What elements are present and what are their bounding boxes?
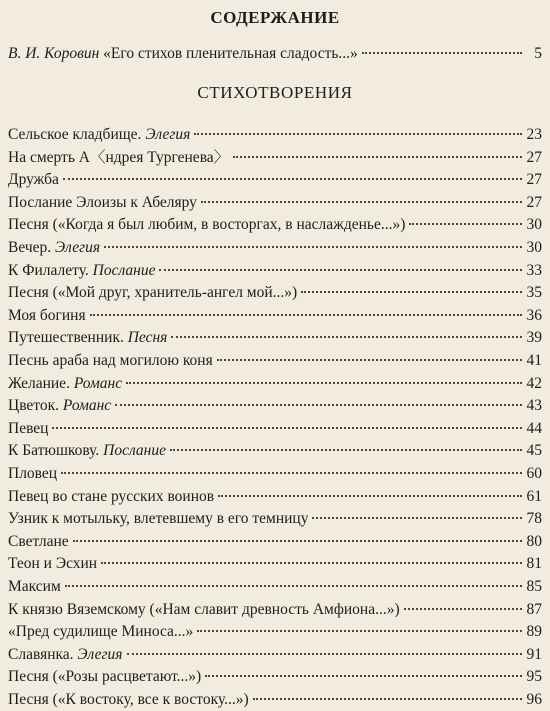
toc-entry (8, 463, 542, 485)
toc-entry (8, 237, 542, 259)
entry-page-number: 41 (526, 352, 542, 369)
dot-leader (159, 269, 522, 271)
entry-page-number: 87 (526, 600, 542, 618)
entry-text (8, 463, 57, 485)
toc-entry (8, 350, 542, 372)
entry-page-number: 35 (526, 284, 542, 302)
entry-title: Вечер. (8, 239, 52, 256)
entry-title: Желание. (8, 374, 70, 392)
entry-title: Путешественник. (8, 329, 124, 347)
entry-title: Певец (8, 419, 49, 437)
entry-text (8, 282, 297, 304)
dot-leader (126, 382, 522, 384)
entry-genre: Элегия (55, 239, 101, 256)
intro-page-number: 5 (534, 45, 542, 62)
entry-text (8, 327, 167, 349)
toc-entry (8, 395, 542, 417)
contents-heading: СОДЕРЖАНИЕ (210, 8, 340, 27)
entry-genre: Послание (92, 261, 156, 279)
intro-entry-text (8, 43, 358, 65)
entry-genre: Романс (62, 397, 112, 415)
entry-text (8, 260, 155, 282)
entry-genre: Послание (103, 442, 166, 460)
dot-leader (362, 52, 522, 54)
dot-leader (127, 653, 523, 655)
entry-page-number: 42 (526, 374, 542, 392)
entry-title: Светлане (8, 532, 69, 550)
entry-page-number: 30 (526, 239, 542, 256)
dot-leader (73, 540, 522, 542)
toc-entry (8, 599, 542, 621)
entry-page-number: 27 (526, 193, 542, 211)
entry-title: К князю Вяземскому («Нам славит древность Амфиона...») (8, 600, 400, 618)
entry-title: Теон и Эсхин (8, 555, 98, 573)
dot-leader (104, 246, 522, 248)
entry-title: К Батюшкову. (8, 442, 100, 460)
entry-title: Моя богиня (8, 306, 86, 324)
entry-text (8, 644, 123, 666)
dot-leader (65, 585, 522, 587)
entry-page-number: 39 (526, 329, 542, 347)
entry-page-number: 23 (526, 126, 542, 143)
entry-text (8, 486, 214, 508)
dot-leader (197, 630, 522, 632)
toc-entry (8, 689, 542, 711)
dot-leader (312, 517, 522, 519)
entry-text (8, 531, 69, 553)
entry-page-number: 36 (526, 306, 542, 324)
toc-entry (8, 373, 542, 395)
entry-text (8, 576, 61, 598)
toc-entry (8, 305, 542, 327)
entry-page-number: 43 (526, 397, 542, 415)
dot-leader (409, 223, 522, 225)
entry-page-number: 27 (526, 148, 542, 166)
entry-text (8, 553, 97, 575)
toc-entry (8, 576, 542, 598)
dot-leader (233, 156, 522, 158)
dot-leader (61, 472, 522, 474)
toc-entry (8, 644, 542, 666)
entry-text (8, 214, 405, 236)
entry-genre: Элегия (77, 645, 123, 663)
entry-page-number: 95 (526, 668, 542, 686)
entry-title: Пловец (8, 465, 58, 482)
entry-title: Песня («К востоку, все к востоку...») (8, 691, 249, 708)
entry-page-number: 30 (526, 216, 542, 234)
entry-page-number: 44 (526, 419, 542, 437)
entry-page-number: 61 (526, 487, 542, 505)
toc-entry (8, 621, 542, 643)
entry-page-number: 85 (526, 578, 542, 595)
dot-leader (115, 404, 522, 406)
dot-leader (301, 291, 522, 293)
toc-entry (8, 192, 542, 214)
entry-page-number: 78 (526, 510, 542, 528)
dot-leader (205, 675, 522, 677)
entry-title: Послание Элоизы к Абеляру (8, 193, 197, 211)
entry-text (8, 192, 197, 214)
dot-leader (194, 133, 522, 135)
entry-text (8, 124, 190, 146)
entry-page-number: 91 (526, 645, 542, 663)
entry-text (8, 237, 100, 259)
toc-entry (8, 666, 542, 688)
entry-text (8, 621, 193, 643)
entry-text (8, 666, 201, 688)
entry-text (8, 373, 122, 395)
entry-title: Славянка. (8, 645, 74, 663)
entry-title: Сельское кладбище. (8, 126, 142, 143)
entry-title: Песня («Мой друг, хранитель-ангел мой...») (8, 284, 298, 302)
toc-entry (8, 282, 542, 304)
dot-leader (217, 359, 522, 361)
entry-page-number: 27 (526, 171, 542, 189)
entry-title: На смерть А〈ндрея Тургенева〉 (8, 148, 230, 166)
entry-page-number: 96 (526, 691, 542, 708)
entry-genre: Элегия (145, 126, 191, 143)
entry-text (8, 508, 308, 530)
dot-leader (52, 427, 522, 429)
toc-entry (8, 553, 542, 575)
entry-page-number: 81 (526, 555, 542, 573)
entry-text (8, 305, 86, 327)
entry-title: Дружба (8, 171, 59, 189)
toc-entry (8, 124, 542, 146)
dot-leader (201, 201, 522, 203)
toc-entry (8, 508, 542, 530)
entry-title: Песнь араба над могилою коня (8, 352, 213, 369)
dot-leader (101, 562, 522, 564)
entry-title: Песня («Розы расцветают...») (8, 668, 202, 686)
entry-text (8, 689, 249, 711)
intro-title: «Его стихов пленительная сладость...» (103, 45, 358, 62)
entry-title: Цветок. (8, 397, 60, 415)
entry-title: К Филалету. (8, 261, 89, 279)
toc-entry (8, 214, 542, 236)
toc-entry (8, 260, 542, 282)
toc-entry (8, 418, 542, 440)
entry-text (8, 395, 111, 417)
intro-entry (8, 43, 542, 65)
entry-page-number: 45 (526, 442, 542, 460)
entry-page-number: 60 (526, 465, 542, 482)
entry-page-number: 80 (526, 532, 542, 550)
entry-text (8, 147, 229, 169)
entry-text (8, 169, 59, 191)
entry-genre: Романс (73, 374, 123, 392)
dot-leader (218, 495, 522, 497)
toc-entry (8, 486, 542, 508)
dot-leader (90, 314, 522, 316)
entry-genre: Песня (127, 329, 168, 347)
entry-text (8, 599, 400, 621)
toc-entry (8, 440, 542, 462)
intro-author: В. И. Коровин (8, 45, 100, 62)
entry-title: Песня («Когда я был любим, в восторгах, в наслажденье...») (8, 216, 406, 234)
dot-leader (171, 336, 522, 338)
entry-title: Певец во стане русских воинов (8, 487, 215, 505)
dot-leader (170, 449, 522, 451)
entry-title: Узник к мотыльку, влетевшему в его темницу (8, 510, 309, 528)
dot-leader (63, 178, 522, 180)
toc-entry (8, 531, 542, 553)
dot-leader (404, 608, 522, 610)
poems-heading: СТИХОТВОРЕНИЯ (197, 83, 353, 102)
entry-title: Максим (8, 578, 61, 595)
toc-entry (8, 169, 542, 191)
entry-text (8, 418, 48, 440)
toc-entry (8, 327, 542, 349)
entry-text (8, 350, 213, 372)
entry-text (8, 440, 166, 462)
entry-title: «Пред судилище Миноса...» (8, 623, 194, 641)
entry-page-number: 89 (526, 623, 542, 641)
entry-page-number: 33 (526, 261, 542, 279)
toc-entry (8, 147, 542, 169)
